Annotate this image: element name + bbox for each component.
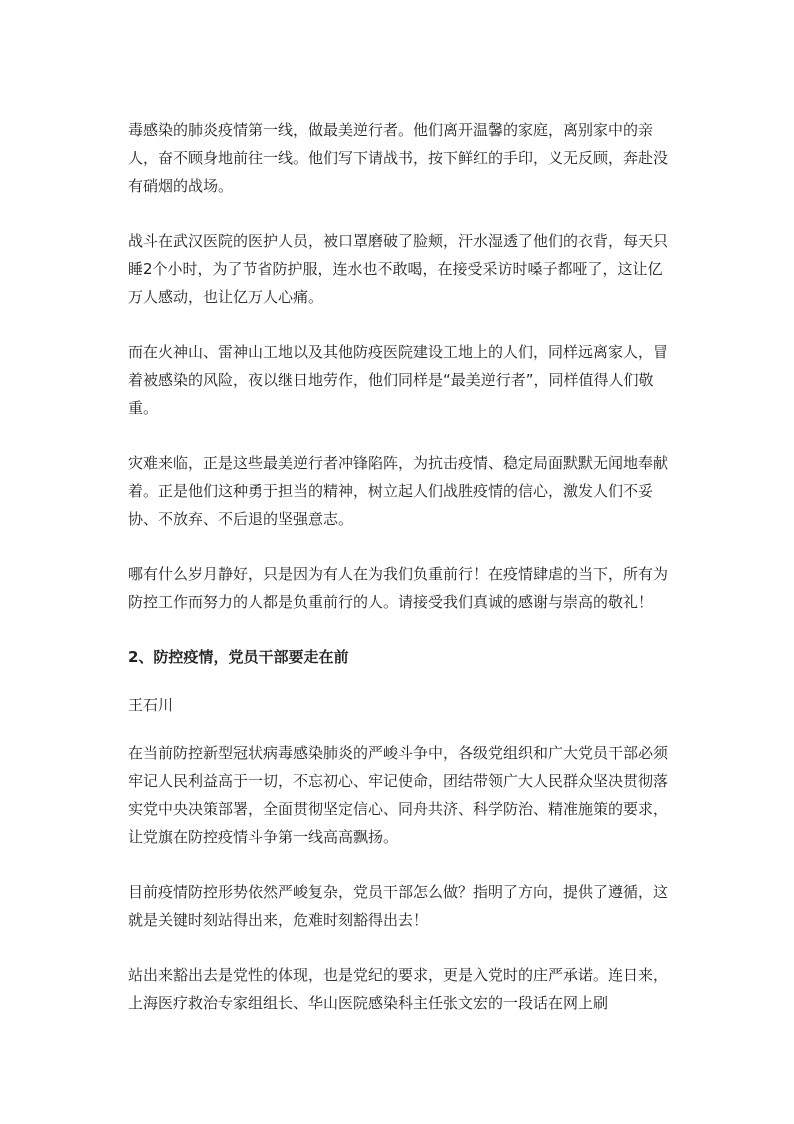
paragraph-disaster: 灾难来临，正是这些最美逆行者冲锋陷阵，为抗击疫情、稳定局面默默无闻地奉献着。正是他们这种勇于担当的精神，树立起人们战胜疫情的信心，激发人们不妥协、不放弃、不后退的坚强意志。 <box>128 454 669 528</box>
section-heading: 2、防控疫情，党员干部要走在前 <box>128 648 349 666</box>
paragraph-wuhan-medics: 战斗在武汉医院的医护人员，被口罩磨破了脸颊，汗水湿透了他们的衣背，每天只睡2个小时，为了节省防护服，连水也不敢喝，在接受采访时嗓子都哑了，这让亿万人感动，也让亿万人心痛。 <box>128 232 669 306</box>
paragraph-gratitude: 哪有什么岁月静好，只是因为有人在为我们负重前行！在疫情肆虐的当下，所有为防控工作而努力的人都是负重前行的人。请接受我们真诚的感谢与崇高的敬礼！ <box>128 565 669 611</box>
document-page <box>128 116 668 1044</box>
paragraph-party-spirit: 站出来豁出去是党性的体现，也是党纪的要求，更是入党时的庄严承诺。连日来，上海医疗救治专家组组长、华山医院感染科主任张文宏的一段话在网上刷 <box>128 966 669 1012</box>
paragraph-frontline: 毒感染的肺炎疫情第一线，做最美逆行者。他们离开温馨的家庭，离别家中的亲人，奋不顾身地前往一线。他们写下请战书，按下鲜红的手印，义无反顾，奔赴没有硝烟的战场。 <box>128 121 669 195</box>
author-name: 王石川 <box>128 696 174 714</box>
paragraph-construction-workers: 而在火神山、雷神山工地以及其他防疫医院建设工地上的人们，同样远离家人，冒着被感染的风险，夜以继日地劳作，他们同样是“最美逆行者”，同样值得人们敬重。 <box>128 343 669 417</box>
paragraph-party-struggle: 在当前防控新型冠状病毒感染肺炎的严峻斗争中，各级党组织和广大党员干部必须牢记人民利益高于一切，不忘初心、牢记使命，团结带领广大人民群众坚决贯彻落实党中央决策部署，全面贯彻坚定信心、同舟共济、科学防治、精准施策的要求，让党旗在防控疫情斗争第一线高高飘扬。 <box>128 744 669 846</box>
paragraph-cadres-action: 目前疫情防控形势依然严峻复杂，党员干部怎么做？指明了方向，提供了遵循，这就是关键时刻站得出来，危难时刻豁得出去！ <box>128 883 669 929</box>
